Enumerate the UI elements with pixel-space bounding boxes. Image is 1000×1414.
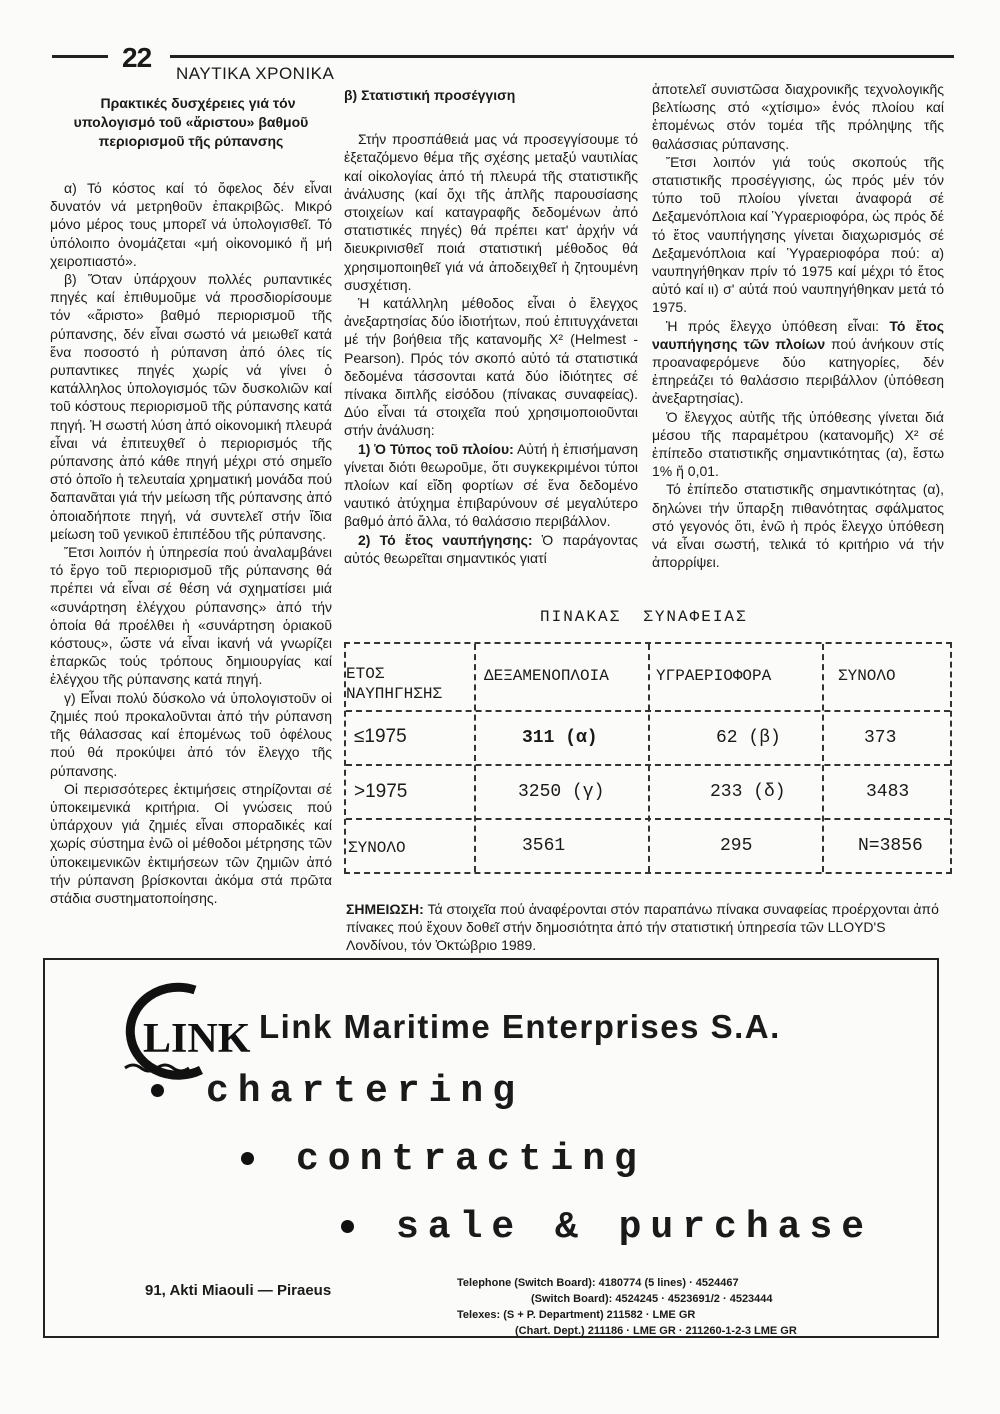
column-3: [652, 80, 944, 571]
company-name: Link Maritime Enterprises S.A.: [259, 1008, 781, 1045]
hypothesis-rest: πού ἀνήκουν στίς προαναφερόμενε δύο κατηγορίες, δέν ἐπηρεάζει τό θαλάσσιο περιβάλλον (ὑπόθεση ἀνεξαρτησίας).: [652, 335, 944, 407]
table-cell: 373: [864, 728, 897, 748]
table-title-word: ΣΥΝΑΦΕΙΑΣ: [643, 608, 748, 626]
service-label: sale & purchase: [396, 1206, 874, 1249]
logo-text: LINK: [143, 1016, 251, 1062]
table-col-divider: [822, 644, 824, 872]
table-cell: >1975: [354, 781, 408, 802]
table-cell: ≤1975: [354, 726, 407, 747]
item-label: 2) Τό ἔτος ναυπήγησης:: [358, 531, 533, 548]
section-title: β) Στατιστική προσέγγιση: [344, 87, 516, 103]
table-cell: 233 (δ): [710, 782, 786, 802]
paragraph: [344, 440, 638, 531]
table-title-word: ΠΙΝΑΚΑΣ: [540, 608, 622, 626]
paragraph: Στήν προσπάθειά μας νά προσεγγίσουμε τό ἐξεταζόμενο θέμα τῆς σχέσης μεταξύ ναυτιλίας καί οἰκολογίας ἀπό τή πλευρά τῆς στατιστικῆς ἀνάλυσης (καί ὄχι τῆς ἁπλῆς παρουσίασης στοιχείων καί καταγραφῆς δεδομένων ἀπό στατιστικές πηγές) θά πρέπει κατ' ἀρχήν νά διευκρινισθεῖ ποιά στατιστική μέθοδος θά χρησιμοποιηθεῖ γιά νά ἀποδειχθεῖ ἡ ζητουμένη συσχέτιση.: [344, 131, 638, 293]
paragraph: Ἡ κατάλληλη μέθοδος εἶναι ὁ ἔλεγχος ἀνεξαρτησίας δύο ἰδιοτήτων, πού ἐπιτυγχάνεται μέ τήν βοήθεια τῆς κατανομῆς X² (Helmest - Pearson). Πρός τόν σκοπό αὐτό τά στατιστικά δεδομένα τάσσονται κατά δύο ἰδιότητες σέ πίνακα διπλῆς εἰσόδου (πίνακας συναφείας). Δύο εἶναι τά στοιχεῖα πού χρησιμοποιοῦνται στήν ἀνάλυση:: [344, 295, 638, 439]
bullet-icon: [341, 1220, 354, 1233]
table-cell: 62 (β): [716, 728, 781, 748]
bullet-icon: [241, 1152, 254, 1165]
paragraph: Ὁ ἔλεγχος αὐτῆς τῆς ὑπόθεσης γίνεται διά μέσου τῆς παραμέτρου (κατανομῆς) X² σέ ἐπίπεδο στατιστικῆς σημαντικότητας (α), ἔστω 1% ἤ 0,01.: [652, 408, 944, 480]
item-text: Αὐτή ἡ ἐπισήμανση γίνεται διότι θεωροῦμε, ὅτι συγκεκριμένοι τύποι πλοίων καί εἴδη φορτίων σέ ἕνα δεδομένο ναυτικό ἀτύχημα ἐπιβαρύνουν σέ μεγαλύτερο βαθμό ἀπό ἄλλα, τό θαλάσσιο περιβάλλον.: [344, 440, 638, 530]
table-header-total: ΣΥΝΟΛΟ: [838, 667, 896, 685]
table-cell: ΣΥΝΟΛΟ: [348, 839, 406, 857]
service-label: contracting: [296, 1138, 646, 1181]
table-header-tankers: ΔΕΞΑΜΕΝΟΠΛΟΙΑ: [484, 667, 609, 685]
contact-line: Telephone (Switch Board): 4180774 (5 lines) · 4524467: [457, 1277, 739, 1289]
column-2: [344, 86, 638, 567]
contact-line: Telexes: (S + P. Department) 211582 · LME GR: [457, 1309, 696, 1321]
contact-line: (Switch Board): 4524245 · 4523691/2 · 4523444: [531, 1293, 773, 1305]
table-cell: 3561: [522, 836, 566, 856]
magazine-title: ΝΑΥΤΙΚΑ ΧΡΟΝΙΚΑ: [176, 64, 335, 83]
page-number: 22: [122, 42, 152, 73]
header-rule: [52, 55, 954, 58]
table-cell: 311 (α): [522, 728, 598, 748]
item-text: Ὁ παράγοντας αὐτός θεωρεῖται σημαντικός γιατί: [344, 531, 638, 566]
paragraph: ἀποτελεῖ συνιστῶσα διαχρονικῆς τεχνολογικῆς βελτίωσης στό «χτίσιμο» ἑνός πλοίου καί ἑπομένως στόν τομέα τῆς πρόληψης τῆς θαλάσσιας ρύπανσης.: [652, 81, 944, 152]
service-line: [151, 1070, 524, 1113]
service-line: [241, 1138, 646, 1181]
table-note: [346, 900, 946, 954]
paragraph: Ἔτσι λοιπόν ἡ ὑπηρεσία πού ἀναλαμβάνει τό ἔργο τοῦ περιορισμοῦ τῆς ρύπανσης θά πρέπει νά εἶναι σέ θέση νά σχηματίσει μιά «συνάρτηση ἐλέγχου ρύπανσης» ἀπό τήν ὁποία θά προέλθει ἡ «συνάρτηση ὁριακοῦ κόστους», ὥστε νά εἶναι ἱκανή νά γνωρίζει ἐπαρκῶς τούς τρόπους δημιουργίας καί ἐλέγχου τῆς ρύπανσης κατά πηγή.: [50, 544, 332, 688]
service-line: [341, 1206, 873, 1249]
paragraph: Οἱ περισσότερες ἐκτιμήσεις στηρίζονται σέ ὑποκειμενικά κριτήρια. Οἱ γνώσεις πού ὑπάρχουν γιά ζημιές εἶναι σποραδικές καί χωρίς σύστημα ἐνῶ οἱ μέθοδοι μέτρησης τῶν ὑποκειμενικῶν ἐκτιμήσεων τῶν ζημιῶν ἀπό τήν ρύπανση βρίσκονται ἀκόμα στά πρῶτα στάδια συστηματοποίησης.: [50, 780, 332, 906]
paragraph: [344, 531, 638, 567]
table-cell: N=3856: [858, 836, 923, 856]
note-text: Τά στοιχεῖα πού ἀναφέρονται στόν παραπάνω πίνακα συναφείας προέρχονται ἀπό πίνακες πού ἔχουν δοθεῖ στήν δημοσιότητα ἀπό τήν στατιστική ὑπηρεσία τῶν LLOYD'S Λονδίνου, τόν Ὀκτώβριο 1989.: [346, 901, 939, 953]
address: 91, Akti Miaouli — Piraeus: [145, 1282, 332, 1299]
bullet-icon: [151, 1084, 164, 1097]
column-1: [50, 94, 332, 907]
table-header-lpg: ΥΓΡΑΕΡΙΟΦΟΡΑ: [656, 667, 772, 685]
paragraph: α) Τό κόστος καί τό ὄφελος δέν εἶναι δυνατόν νά μετρηθοῦν ἐπακριβῶς. Μικρό μόνο μέρος τους μπορεῖ νά ὑπολογισθεῖ. Τό ὑπόλοιπο ὀνομάζεται «μή οἰκονομικό ἤ μή χειροπιαστό».: [50, 180, 332, 269]
advertisement: [43, 958, 939, 1338]
note-label: ΣΗΜΕΙΩΣΗ:: [346, 901, 424, 917]
contingency-table: [344, 642, 952, 874]
paragraph: Ἔτσι λοιπόν γιά τούς σκοπούς τῆς στατιστικῆς προσέγγισης, ὡς πρός μέν τόν τύπο τοῦ πλοίου γίνεται ἀναφορά σέ Δεξαμενόπλοια καί Ὑγραεριοφόρα, ὡς πρός δέ τό ἔτος ναυπήγησης γίνεται διαχωρισμός σέ Δεξαμενόπλοια καί Ὑγραεριοφόρα πού: α) ναυπηγήθηκαν πρίν τό 1975 καί μέχρι τό ἔτος αὐτό καί ιι) σ' αὐτά πού ναυπηγήθηκαν μετά τό 1975.: [652, 153, 944, 316]
table-cell: 3483: [866, 782, 910, 802]
paragraph: [652, 317, 944, 408]
table-cell: 3250 (γ): [518, 782, 605, 802]
paragraph: β) Ὅταν ὑπάρχουν πολλές ρυπαντικές πηγές καί ἐπιθυμοῦμε νά προσδιορίσουμε τόν «ἄριστο» βαθμό περιορισμοῦ τῆς ρύπανσης, δέν εἶναι σωστό νά μειωθεῖ κατά ἕνα ποσοστό ἡ ρύπανση ἀπό όλες τίς ρυπαντικες πηγές χωρίς νά γίνει ὁ κατάλληλος ὑπολογισμός τῶν δυσκολιῶν καί τοῦ κόστους περιορισμοῦ τῆς ρύπανσης κατά πηγή. Ἡ σωστή λύση ἀπό οἰκονομική πλευρά εἶναι νά ἐπιτευχθεῖ ὁ περιορισμός τῆς ρύπανσης ἀπό κάθε πηγή μέχρι στό σημεῖο στό ὁποῖο ἡ τελευταία χρηματική μονάδα πού δαπανᾶται γιά τήν μείωση τῆς ρύπανσης ἀπό ὁποιαδήποτε πηγή, νά συντελεῖ στήν ἴδια μείωση τοῦ γενικοῦ ἐπιπέδου τῆς ρύπανσης.: [50, 271, 332, 542]
table-col-divider: [474, 644, 476, 872]
service-label: chartering: [206, 1070, 525, 1113]
table-col-divider: [648, 644, 650, 872]
paragraph: γ) Εἶναι πολύ δύσκολο νά ὑπολογιστοῦν οἱ ζημιές πού προκαλοῦνται ἀπό τήν ρύπανση τῆς θάλασσας καί ἑπομένως τοῦ ὀφέλους πού θά προκύψει ἀπό τόν ἔλεγχο τῆς ρύπανσης.: [50, 689, 332, 779]
hypothesis-bold: Τό ἔτος ναυπήγησης τῶν πλοίων: [652, 317, 944, 352]
paragraph: Τό ἐπίπεδο στατιστικῆς σημαντικότητας (α), δηλώνει τήν ὕπαρξη πιθανότητας σφάλματος στό γεγονός ὅτι, ἐνῶ ἡ πρός ἔλεγχο ὑπόθεση νά εἶναι σωστή, τελικά τό κριτήριο νά τήν ἀπορρίψει.: [652, 481, 944, 571]
table-header-year: ΕΤΟΣ ΝΑΥΠΗΓΗΣΗΣ: [346, 665, 443, 703]
item-label: 1) Ὁ Τύπος τοῦ πλοίου:: [358, 440, 514, 457]
section-title: Πρακτικές δυσχέρειες γιά τόν υπολογισμό τοῦ «ἄριστου» βαθμοῦ περιορισμοῦ τῆς ρύπανσης: [73, 95, 309, 149]
table-title: [540, 608, 770, 626]
hypothesis-intro: Ἡ πρός ἔλεγχο ὑπόθεση εἶναι:: [666, 317, 890, 334]
table-cell: 295: [720, 836, 753, 856]
link-logo-icon: [117, 974, 251, 1084]
contact-line: (Chart. Dept.) 211186 · LME GR · 211260-1-2-3 LME GR: [515, 1325, 797, 1337]
